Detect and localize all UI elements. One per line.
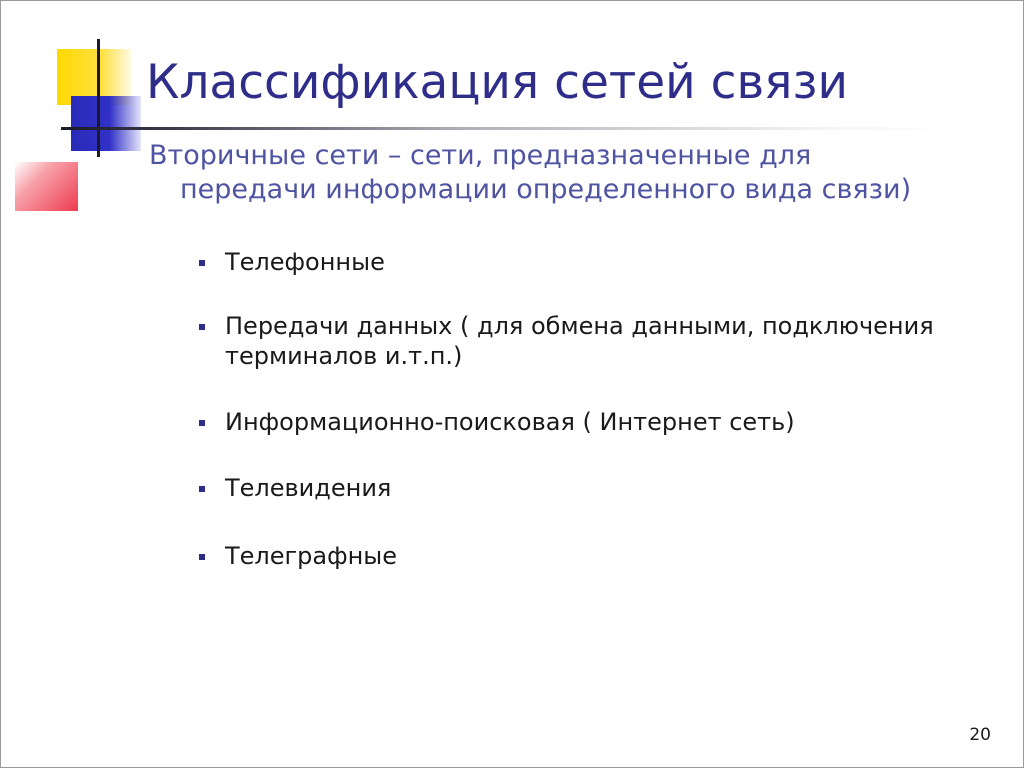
bullet-text-continued: терминалов и.т.п.) [225, 342, 463, 370]
bullet-item [197, 407, 997, 437]
bullet-text: Телеграфные [225, 542, 398, 570]
decor-blue-square [71, 96, 141, 151]
title-underline [61, 127, 961, 130]
bullet-square-icon [199, 260, 205, 266]
bullet-text: Передачи данных ( для обмена данными, подключения [225, 312, 934, 340]
bullet-item [197, 247, 997, 277]
bullet-text: Телевидения [225, 474, 392, 502]
slide-title: Классификация сетей связи [146, 55, 848, 110]
slide-subtitle [149, 139, 1009, 207]
bullet-list [197, 247, 997, 571]
bullet-text: Информационно-поисковая ( Интернет сеть) [225, 408, 795, 436]
bullet-square-icon [199, 554, 205, 560]
decor-vertical-line [97, 39, 100, 157]
bullet-square-icon [199, 486, 205, 492]
bullet-item [197, 311, 997, 371]
subtitle-line-2: передачи информации определенного вида связи) [180, 174, 912, 205]
bullet-item [197, 541, 997, 571]
bullet-square-icon [199, 420, 205, 426]
bullet-text: Телефонные [225, 248, 385, 276]
bullet-item [197, 473, 997, 503]
subtitle-line-1: Вторичные сети – сети, предназначенные для [149, 140, 812, 171]
decor-red-square [15, 162, 78, 211]
bullet-square-icon [199, 324, 205, 330]
page-number: 20 [969, 725, 991, 745]
